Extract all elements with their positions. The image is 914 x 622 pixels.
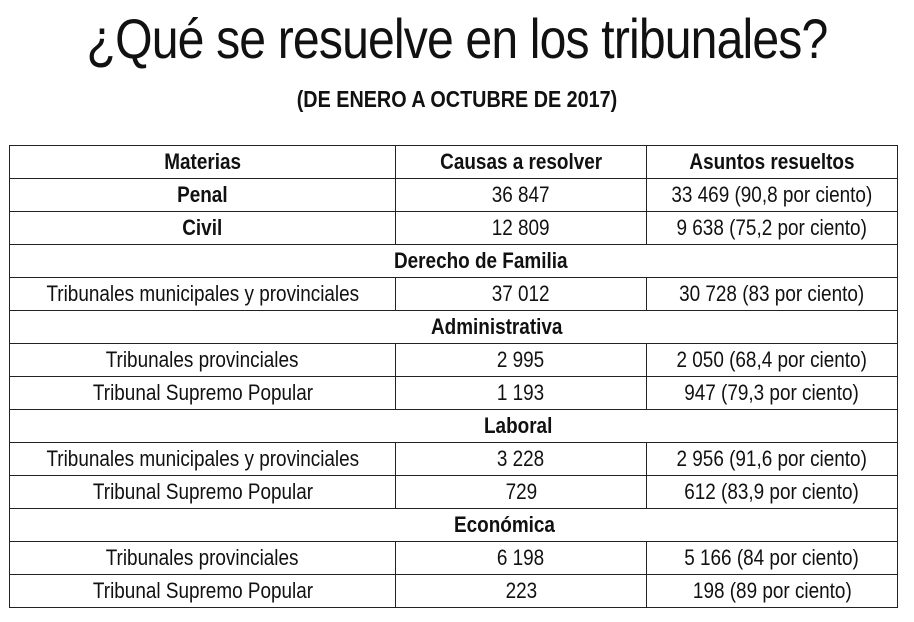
cell-causas: 223	[396, 575, 647, 608]
cell-causas: 6 198	[396, 542, 647, 575]
table-row	[10, 575, 898, 608]
section-heading: Económica	[10, 509, 898, 542]
cell-resueltos: 198 (89 por ciento)	[647, 575, 898, 608]
cell-resueltos: 30 728 (83 por ciento)	[647, 278, 898, 311]
table-row	[10, 278, 898, 311]
cell-materia: Tribunales provinciales	[10, 542, 396, 575]
table-row	[10, 476, 898, 509]
cell-materia: Tribunales provinciales	[10, 344, 396, 377]
column-header-causas: Causas a resolver	[396, 146, 647, 179]
cell-causas: 3 228	[396, 443, 647, 476]
cell-causas: 37 012	[396, 278, 647, 311]
cell-resueltos: 5 166 (84 por ciento)	[647, 542, 898, 575]
cell-materia: Penal	[10, 179, 396, 212]
cell-causas: 1 193	[396, 377, 647, 410]
cell-causas: 2 995	[396, 344, 647, 377]
table-row	[10, 212, 898, 245]
cell-materia: Tribunal Supremo Popular	[10, 575, 396, 608]
cell-resueltos: 2 050 (68,4 por ciento)	[647, 344, 898, 377]
section-row	[10, 311, 898, 344]
table-row	[10, 542, 898, 575]
table-header-row	[10, 146, 898, 179]
page-title: ¿Qué se resuelve en los tribunales?	[86, 7, 828, 70]
table-row	[10, 179, 898, 212]
cell-resueltos: 2 956 (91,6 por ciento)	[647, 443, 898, 476]
cell-materia: Tribunales municipales y provinciales	[10, 443, 396, 476]
page-subtitle: (DE ENERO A OCTUBRE DE 2017)	[296, 86, 618, 112]
column-header-materias: Materias	[10, 146, 396, 179]
cell-materia: Civil	[10, 212, 396, 245]
table-row	[10, 377, 898, 410]
cell-causas: 36 847	[396, 179, 647, 212]
cell-resueltos: 947 (79,3 por ciento)	[647, 377, 898, 410]
section-row	[10, 245, 898, 278]
cell-resueltos: 9 638 (75,2 por ciento)	[647, 212, 898, 245]
courts-table	[9, 145, 898, 608]
column-header-resueltos: Asuntos resueltos	[647, 146, 898, 179]
cell-resueltos: 612 (83,9 por ciento)	[647, 476, 898, 509]
section-heading: Derecho de Familia	[10, 245, 898, 278]
cell-causas: 729	[396, 476, 647, 509]
section-row	[10, 410, 898, 443]
table-row	[10, 344, 898, 377]
cell-causas: 12 809	[396, 212, 647, 245]
table-row	[10, 443, 898, 476]
section-row	[10, 509, 898, 542]
cell-materia: Tribunal Supremo Popular	[10, 476, 396, 509]
cell-resueltos: 33 469 (90,8 por ciento)	[647, 179, 898, 212]
cell-materia: Tribunales municipales y provinciales	[10, 278, 396, 311]
cell-materia: Tribunal Supremo Popular	[10, 377, 396, 410]
section-heading: Administrativa	[10, 311, 898, 344]
section-heading: Laboral	[10, 410, 898, 443]
